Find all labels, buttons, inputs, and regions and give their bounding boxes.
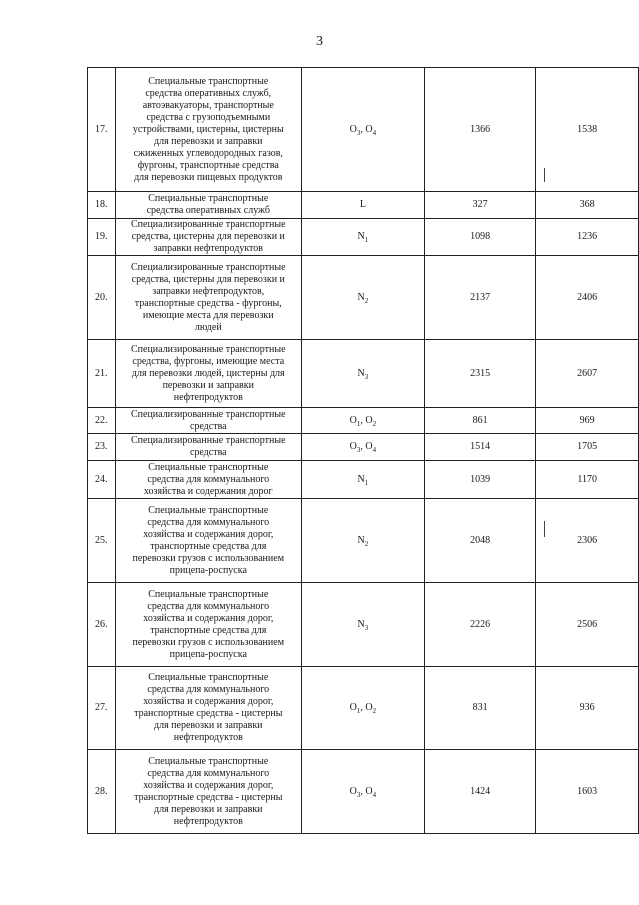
- description-line: Специальные транспортные: [148, 461, 269, 473]
- table-row: [88, 340, 639, 408]
- table-row: [88, 68, 639, 192]
- table-row: [88, 499, 639, 583]
- row-number: 24.: [88, 461, 116, 499]
- description-line: устройствами, цистерны, цистерны: [132, 123, 284, 135]
- description-line: Специализированные транспортные: [131, 219, 286, 230]
- description-line: имеющие места для перевозки: [142, 309, 274, 321]
- description-line: для перевозки и заправки: [153, 720, 263, 731]
- description-line: транспортные средства - фургоны,: [134, 297, 282, 309]
- description-line: Специальные транспортные: [148, 193, 269, 204]
- value-1: 1098: [424, 219, 535, 256]
- description-line: средства оперативных служб: [146, 205, 270, 216]
- vehicle-description: [115, 750, 301, 834]
- value-2: 969: [536, 408, 639, 434]
- value-2: 1538: [536, 68, 639, 192]
- value-1: 1424: [424, 750, 535, 834]
- vehicle-category: $N_1$: [301, 461, 424, 499]
- description-line: для перевозки и заправки: [153, 135, 263, 147]
- table-row: [88, 219, 639, 256]
- vehicle-category: L: [301, 192, 424, 219]
- description-line: нефтепродуктов: [173, 815, 243, 827]
- table-row: [88, 434, 639, 461]
- vehicle-category: $N_2$: [301, 499, 424, 583]
- row-number: 22.: [88, 408, 116, 434]
- description-line: для перевозки пищевых продуктов: [134, 171, 283, 183]
- description-line: перевозки грузов с использованием: [132, 636, 285, 648]
- value-2: 1170: [536, 461, 639, 499]
- page-number: 3: [316, 34, 323, 49]
- value-1: 1366: [424, 68, 535, 192]
- table-row: [88, 192, 639, 219]
- row-number: 23.: [88, 434, 116, 461]
- description-line: сжиженных углеводородных газов,: [133, 147, 283, 159]
- value-2: 2607: [536, 340, 639, 408]
- description-line: Специальные транспортные: [148, 755, 269, 767]
- row-number: 17.: [88, 68, 116, 192]
- description-line: заправки нефтепродуктов,: [152, 285, 265, 297]
- description-line: транспортные средства для: [150, 540, 267, 552]
- table-row: [88, 667, 639, 750]
- description-line: для перевозки и заправки: [153, 803, 263, 815]
- table-row: [88, 256, 639, 340]
- description-line: хозяйства и содержания дорог,: [143, 528, 274, 540]
- description-line: перевозки и заправки: [162, 379, 254, 391]
- value-2: 1603: [536, 750, 639, 834]
- table-body: [88, 68, 639, 834]
- description-line: хозяйства и содержания дорог: [143, 485, 273, 497]
- value-1: 327: [424, 192, 535, 219]
- description-line: перевозки грузов с использованием: [132, 552, 285, 564]
- row-number: 21.: [88, 340, 116, 408]
- vehicle-description: [115, 408, 301, 434]
- scan-mark: [544, 168, 545, 182]
- description-line: автоэвакуаторы, транспортные: [142, 99, 274, 111]
- row-number: 27.: [88, 667, 116, 750]
- description-line: Специализированные транспортные: [131, 343, 286, 355]
- description-line: фургоны, транспортные средства: [137, 159, 279, 171]
- description-line: Специальные транспортные: [148, 672, 269, 683]
- description-line: прицепа-роспуска: [169, 564, 247, 576]
- description-line: для перевозки людей, цистерны для: [131, 367, 285, 379]
- description-line: Специальные транспортные: [148, 588, 269, 600]
- value-2: 2406: [536, 256, 639, 340]
- value-1: 861: [424, 408, 535, 434]
- description-line: средства для коммунального: [147, 516, 270, 528]
- description-line: средства, цистерны для перевозки и: [131, 231, 285, 242]
- value-1: 2137: [424, 256, 535, 340]
- description-line: хозяйства и содержания дорог,: [143, 779, 274, 791]
- description-line: средства для коммунального: [147, 767, 270, 779]
- value-2: 2306: [536, 499, 639, 583]
- table-row: [88, 461, 639, 499]
- vehicle-category: $N_1$: [301, 219, 424, 256]
- vehicle-description: [115, 461, 301, 499]
- description-line: Специализированные транспортные: [131, 435, 286, 446]
- vehicle-description: [115, 219, 301, 256]
- value-2: 1705: [536, 434, 639, 461]
- vehicle-category: $O_3$, $O_4$: [301, 68, 424, 192]
- description-line: прицепа-роспуска: [169, 648, 247, 660]
- description-line: заправки нефтепродуктов: [153, 243, 264, 254]
- value-1: 1514: [424, 434, 535, 461]
- description-line: хозяйства и содержания дорог,: [143, 612, 274, 624]
- description-line: средства для коммунального: [147, 600, 270, 612]
- row-number: 25.: [88, 499, 116, 583]
- description-line: нефтепродуктов: [173, 732, 243, 743]
- description-line: Специализированные транспортные: [131, 408, 286, 420]
- description-line: средства для коммунального: [147, 684, 270, 695]
- table-row: [88, 583, 639, 667]
- row-number: 26.: [88, 583, 116, 667]
- value-2: 936: [536, 667, 639, 750]
- description-line: средства, фургоны, имеющие места: [132, 355, 285, 367]
- description-line: Специализированные транспортные: [131, 261, 286, 273]
- value-1: 1039: [424, 461, 535, 499]
- value-1: 831: [424, 667, 535, 750]
- value-1: 2315: [424, 340, 535, 408]
- vehicle-category: $O_1$, $O_2$: [301, 408, 424, 434]
- scan-mark: [544, 521, 545, 537]
- row-number: 18.: [88, 192, 116, 219]
- description-line: хозяйства и содержания дорог,: [143, 696, 274, 707]
- value-2: 368: [536, 192, 639, 219]
- description-line: средства: [189, 420, 227, 432]
- vehicle-description: [115, 499, 301, 583]
- description-line: Специальные транспортные: [148, 504, 269, 516]
- description-line: транспортные средства - цистерны: [134, 708, 283, 719]
- value-2: 1236: [536, 219, 639, 256]
- description-line: средства с грузоподъемными: [146, 111, 271, 123]
- vehicle-description: [115, 192, 301, 219]
- description-line: нефтепродуктов: [173, 391, 243, 403]
- vehicle-description: [115, 68, 301, 192]
- value-2: 2506: [536, 583, 639, 667]
- vehicle-category: $O_3$, $O_4$: [301, 750, 424, 834]
- row-number: 20.: [88, 256, 116, 340]
- table-row: [88, 408, 639, 434]
- vehicle-description: [115, 583, 301, 667]
- table-row: [88, 750, 639, 834]
- vehicle-description: [115, 340, 301, 408]
- description-line: людей: [194, 321, 222, 333]
- vehicle-category: $N_3$: [301, 340, 424, 408]
- vehicle-category: $O_1$, $O_2$: [301, 667, 424, 750]
- vehicle-category: $O_3$, $O_4$: [301, 434, 424, 461]
- description-line: транспортные средства - цистерны: [134, 791, 283, 803]
- row-number: 19.: [88, 219, 116, 256]
- vehicle-category: $N_3$: [301, 583, 424, 667]
- value-1: 2226: [424, 583, 535, 667]
- vehicle-description: [115, 434, 301, 461]
- row-number: 28.: [88, 750, 116, 834]
- vehicle-description: [115, 256, 301, 340]
- value-1: 2048: [424, 499, 535, 583]
- description-line: Специальные транспортные: [148, 75, 269, 87]
- vehicle-category-table: [87, 67, 639, 834]
- description-line: средства для коммунального: [147, 473, 270, 485]
- vehicle-category: $N_2$: [301, 256, 424, 340]
- description-line: средства оперативных служб,: [145, 87, 272, 99]
- description-line: транспортные средства для: [150, 624, 267, 636]
- vehicle-description: [115, 667, 301, 750]
- description-line: средства: [189, 447, 227, 458]
- description-line: средства, цистерны для перевозки и: [131, 273, 285, 285]
